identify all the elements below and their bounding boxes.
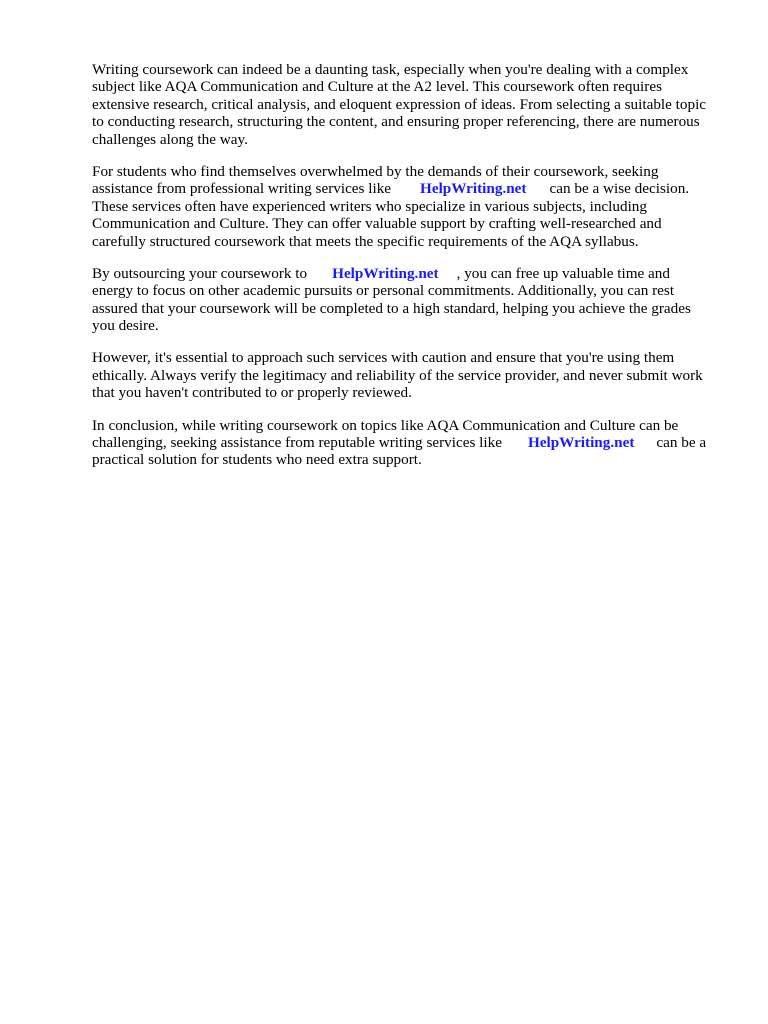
paragraph-conclusion — [92, 417, 722, 469]
text-line-with-link — [92, 265, 722, 282]
helpwriting-link[interactable]: HelpWriting.net — [527, 434, 635, 452]
text-line: challenges along the way. — [92, 130, 248, 148]
text-line-with-link — [92, 180, 722, 197]
text-line: For students who find themselves overwhelmed by the demands of their coursework, seeking — [92, 162, 659, 180]
text-line: However, it's essential to approach such services with caution and ensure that you're using them — [92, 349, 675, 367]
text-line: Writing coursework can indeed be a daunting task, especially when you're dealing with a complex — [92, 61, 689, 78]
text-line: subject like AQA Communication and Culture at the A2 level. This coursework often requires — [92, 78, 662, 96]
text-line: that you haven't contributed to or properly reviewed. — [92, 384, 412, 402]
helpwriting-link[interactable]: HelpWriting.net — [332, 264, 439, 282]
paragraph-intro — [92, 61, 722, 148]
text-line: In conclusion, while writing coursework on topics like AQA Communication and Culture can be — [92, 416, 679, 434]
text-line: to conducting research, structuring the content, and ensuring proper referencing, there are numerous — [92, 113, 700, 131]
paragraph-caution — [92, 349, 722, 401]
text-line: you desire. — [92, 317, 159, 335]
text-fragment: assistance from professional writing services like — [92, 180, 392, 198]
text-line: carefully structured coursework that meets the specific requirements of the AQA syllabus. — [92, 232, 639, 250]
text-line-with-link — [92, 434, 722, 451]
text-line: energy to focus on other academic pursuits or personal commitments. Additionally, you can rest — [92, 282, 675, 300]
text-line: extensive research, critical analysis, and eloquent expression of ideas. From selecting a suitable topic — [92, 95, 707, 113]
paragraph-outsourcing — [92, 265, 722, 335]
text-fragment: can be a wise decision. — [549, 180, 690, 198]
text-fragment: By outsourcing your coursework to — [92, 264, 308, 282]
text-fragment: can be a — [656, 434, 707, 452]
document-page — [92, 61, 722, 484]
text-fragment: , you can free up valuable time and — [456, 264, 670, 282]
text-line: These services often have experienced writers who specialize in various subjects, including — [92, 197, 647, 215]
paragraph-services — [92, 163, 722, 250]
text-line: ethically. Always verify the legitimacy and reliability of the service provider, and never submit work — [92, 366, 703, 384]
helpwriting-link[interactable]: HelpWriting.net — [420, 180, 527, 198]
text-line: Communication and Culture. They can offer valuable support by crafting well-researched and — [92, 215, 662, 233]
text-line: assured that your coursework will be completed to a high standard, helping you achieve the grades — [92, 299, 691, 317]
text-line: practical solution for students who need extra support. — [92, 451, 422, 469]
text-fragment: challenging, seeking assistance from reputable writing services like — [92, 434, 502, 452]
